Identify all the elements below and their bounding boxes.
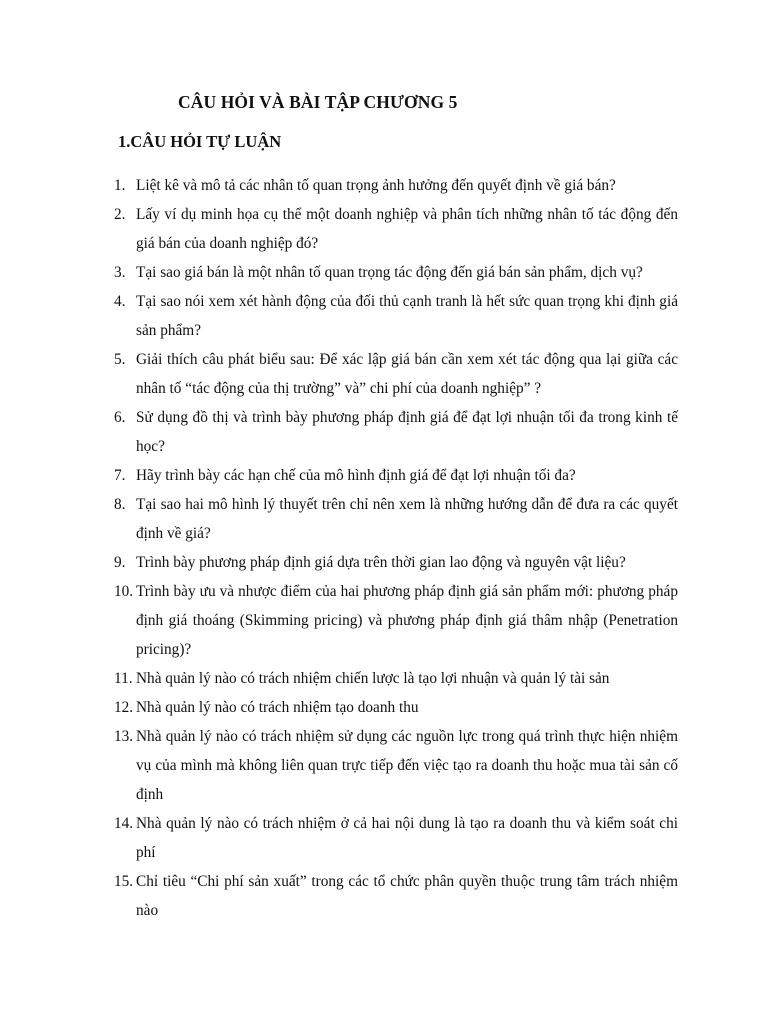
question-item bbox=[0, 867, 678, 925]
question-number: 12. bbox=[114, 699, 134, 716]
question-item bbox=[0, 548, 678, 577]
question-number: 11. bbox=[114, 670, 133, 687]
question-text: Chỉ tiêu “Chi phí sản xuất” trong các tổ chức phân quyền thuộc trung tâm trách nhiệm nào bbox=[136, 873, 678, 919]
question-item bbox=[0, 722, 678, 809]
question-item bbox=[0, 287, 678, 345]
question-number: 5. bbox=[114, 351, 126, 368]
question-text: Nhà quản lý nào có trách nhiệm sử dụng các nguồn lực trong quá trình thực hiện nhiệm vụ của mình mà không liên quan trực tiếp đến việc tạo ra doanh thu hoặc mua tài sản cố định bbox=[136, 728, 678, 803]
question-number: 15. bbox=[114, 873, 134, 890]
question-text: Giải thích câu phát biểu sau: Để xác lập giá bán cần xem xét tác động qua lại giữa các nhân tố “tác động của thị trường” và” chi phí của doanh nghiệp” ? bbox=[136, 351, 678, 397]
question-number: 14. bbox=[114, 815, 134, 832]
page-title: CÂU HỎI VÀ BÀI TẬP CHƯƠNG 5 bbox=[178, 92, 458, 112]
question-text: Nhà quản lý nào có trách nhiệm ở cả hai nội dung là tạo ra doanh thu và kiểm soát chi phí bbox=[136, 815, 678, 861]
question-text: Tại sao nói xem xét hành động của đối thủ cạnh tranh là hết sức quan trọng khi định giá sản phẩm? bbox=[136, 293, 678, 339]
question-number: 10. bbox=[114, 583, 134, 600]
question-item bbox=[0, 664, 678, 693]
question-text: Liệt kê và mô tả các nhân tố quan trọng ảnh hưởng đến quyết định về giá bán? bbox=[136, 177, 616, 194]
question-item bbox=[0, 171, 678, 200]
question-number: 1. bbox=[114, 177, 126, 194]
question-text: Trình bày phương pháp định giá dựa trên thời gian lao động và nguyên vật liệu? bbox=[136, 554, 626, 571]
question-number: 7. bbox=[114, 467, 126, 484]
question-item bbox=[0, 809, 678, 867]
question-text: Nhà quản lý nào có trách nhiệm chiến lược là tạo lợi nhuận và quản lý tài sản bbox=[136, 670, 610, 687]
question-number: 3. bbox=[114, 264, 126, 281]
question-item bbox=[0, 258, 678, 287]
question-text: Nhà quản lý nào có trách nhiệm tạo doanh thu bbox=[136, 699, 419, 716]
question-number: 13. bbox=[114, 728, 134, 745]
question-number: 8. bbox=[114, 496, 126, 513]
question-item bbox=[0, 403, 678, 461]
question-text: Trình bày ưu và nhược điểm của hai phương pháp định giá sản phẩm mới: phương pháp định giá thoáng (Skimming pricing) và phương pháp định giá thâm nhập (Penetration pricing)? bbox=[136, 583, 678, 658]
question-item bbox=[0, 461, 678, 490]
section-heading: 1.CÂU HỎI TỰ LUẬN bbox=[118, 132, 282, 151]
question-text: Sử dụng đồ thị và trình bày phương pháp định giá để đạt lợi nhuận tối đa trong kinh tế học? bbox=[136, 409, 678, 455]
question-item bbox=[0, 693, 678, 722]
question-item bbox=[0, 490, 678, 548]
question-list bbox=[0, 171, 768, 925]
question-number: 9. bbox=[114, 554, 126, 571]
question-number: 2. bbox=[114, 206, 126, 223]
question-item bbox=[0, 200, 678, 258]
question-text: Tại sao giá bán là một nhân tố quan trọng tác động đến giá bán sản phẩm, dịch vụ? bbox=[136, 264, 643, 281]
question-number: 4. bbox=[114, 293, 126, 310]
question-text: Lấy ví dụ minh họa cụ thể một doanh nghiệp và phân tích những nhân tố tác động đến giá bán của doanh nghiệp đó? bbox=[136, 206, 678, 252]
question-text: Hãy trình bày các hạn chế của mô hình định giá để đạt lợi nhuận tối đa? bbox=[136, 467, 576, 484]
question-item bbox=[0, 577, 678, 664]
question-number: 6. bbox=[114, 409, 126, 426]
question-item bbox=[0, 345, 678, 403]
question-text: Tại sao hai mô hình lý thuyết trên chỉ nên xem là những hướng dẫn để đưa ra các quyết định về giá? bbox=[136, 496, 678, 542]
